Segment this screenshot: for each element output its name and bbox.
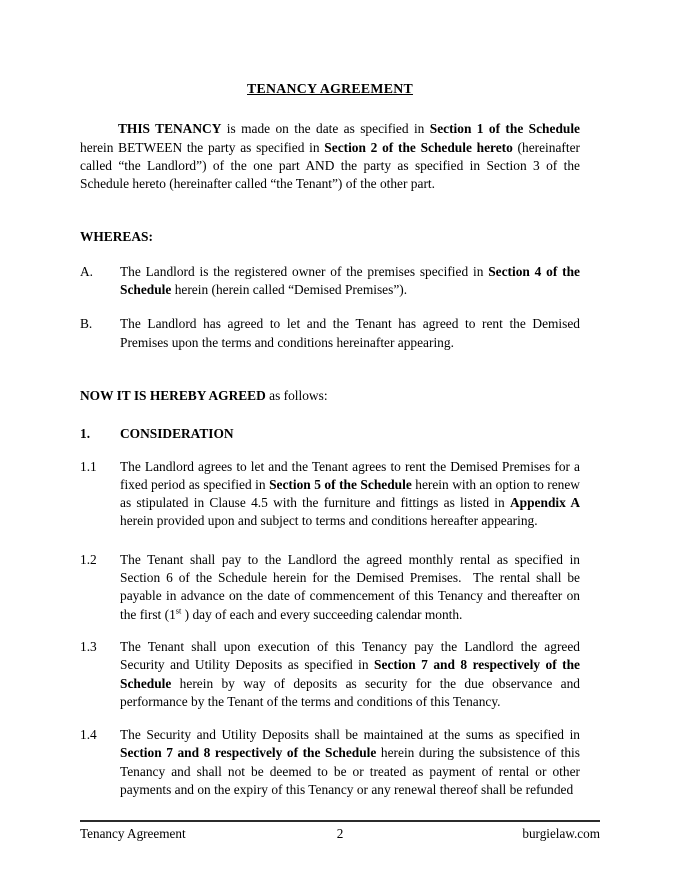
whereas-item-a	[80, 263, 580, 300]
whereas-heading: WHEREAS:	[80, 229, 153, 245]
whereas-item-a-label: A.	[80, 263, 94, 279]
page-footer	[80, 820, 600, 842]
clause-1-4-number: 1.4	[80, 727, 97, 743]
clause-1-4	[80, 726, 580, 799]
section-1-heading	[80, 425, 580, 443]
footer-row	[80, 822, 600, 842]
clause-1-1-text: The Landlord agrees to let and the Tenant agrees to rent the Demised Premises for a fixed period as specified in Section 5 of the Schedule herein with an option to renew as stipulated in Clause 4.5 with the furniture and fittings as listed in Appendix A herein provided upon and subject to terms and conditions hereafter appearing.	[120, 458, 580, 529]
whereas-item-a-text: The Landlord is the registered owner of the premises specified in Section 4 of the Schedule herein (herein called “Demised Premises”).	[120, 263, 580, 298]
clause-1-1	[80, 458, 580, 531]
whereas-item-b	[80, 315, 580, 352]
clause-1-4-text: The Security and Utility Deposits shall be maintained at the sums as specified in Section 7 and 8 respectively of the Schedule herein during the subsistence of this Tenancy and shall not be deemed to be or treated as payment of rental or other payments and on the expiry of this Tenancy or any renewal thereof shall be refunded	[120, 727, 580, 798]
footer-document-name: Tenancy Agreement	[80, 826, 186, 841]
section-1-title: CONSIDERATION	[120, 426, 234, 442]
document-title: TENANCY AGREEMENT	[247, 81, 413, 96]
whereas-item-b-text: The Landlord has agreed to let and the Tenant has agreed to rent the Demised Premises upon the terms and conditions hereinafter appearing.	[120, 316, 580, 350]
clause-1-2-number: 1.2	[80, 551, 97, 567]
footer-page-number: 2	[336, 826, 344, 841]
clause-1-3-text: The Tenant shall upon execution of this Tenancy pay the Landlord the agreed Security and Utility Deposits as specified in Section 7 and 8 respectively of the Schedule herein by way of deposits as security for the due observance and performance by the Tenant of the terms and conditions of this Tenancy.	[120, 638, 580, 709]
footer-site-name: burgielaw.com	[522, 826, 600, 841]
whereas-item-b-label: B.	[80, 316, 93, 332]
clause-1-2-text: The Tenant shall pay to the Landlord the agreed monthly rental as specified in Section 6 of the Schedule herein for the Demised Premises. The rental shall be payable in advance on the date of commencement of this Tenancy and thereafter on the first (1st ) day of each and every succeeding calendar month.	[120, 551, 580, 622]
clause-1-3-number: 1.3	[80, 638, 97, 654]
clause-1-2	[80, 551, 580, 624]
section-1-number: 1.	[80, 426, 91, 442]
clause-1-1-number: 1.1	[80, 458, 97, 474]
clause-1-3	[80, 638, 580, 711]
intro-paragraph: THIS TENANCY is made on the date as specified in Section 1 of the Schedule herein BETWEEN the party as specified in Section 2 of the Schedule hereto (hereinafter called “the Landlord”) of the one part AND the party as specified in Section 3 of the Schedule hereto (hereinafter called “the Tenant”) of the other part.	[80, 121, 580, 192]
agreed-statement: NOW IT IS HEREBY AGREED as follows:	[80, 387, 328, 403]
